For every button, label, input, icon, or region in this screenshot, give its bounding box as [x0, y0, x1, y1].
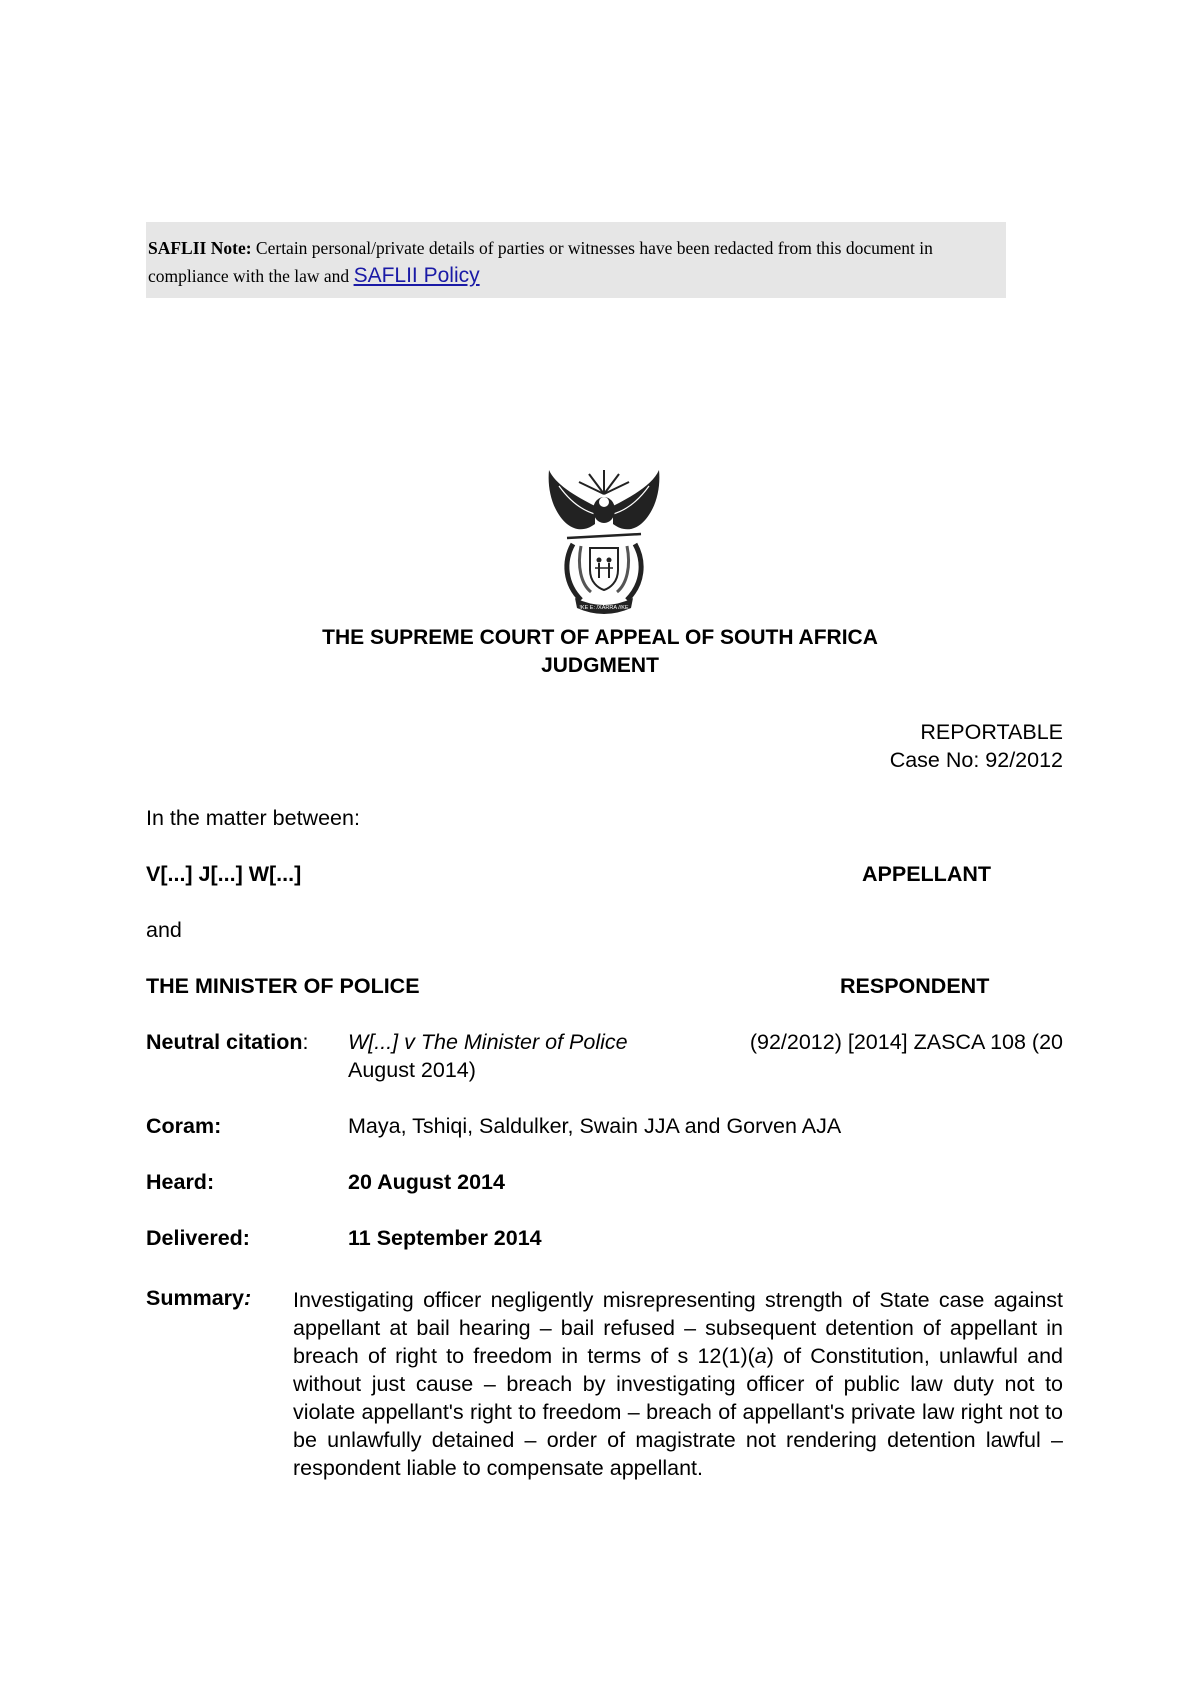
saflii-policy-link[interactable]: SAFLII Policy	[353, 264, 480, 287]
and-connector: and	[146, 918, 182, 942]
south-africa-coat-of-arms-icon	[545, 466, 663, 616]
matter-between: In the matter between:	[146, 806, 360, 830]
appellant-role: APPELLANT	[862, 862, 991, 886]
heard-value: 20 August 2014	[348, 1170, 505, 1194]
delivered-label: Delivered:	[146, 1226, 250, 1250]
delivered-value: 11 September 2014	[348, 1226, 542, 1250]
coram-value: Maya, Tshiqi, Saldulker, Swain JJA and Gorven AJA	[348, 1114, 842, 1138]
coram-label: Coram:	[146, 1114, 222, 1138]
citation-case-name: W[...] v The Minister of Police	[348, 1030, 628, 1054]
saflii-note	[146, 222, 1006, 298]
citation-line-1	[348, 1030, 1063, 1055]
summary-text: Investigating officer negligently misrepresenting strength of State case against appellant at bail hearing – bail refused – subsequent detention of appellant in breach of right to freedom in terms of s 12(1)(a) of Constitution, unlawful and without just cause – breach by investigating officer of public law duty not to violate appellant's right to freedom – breach of appellant's private law right not to be unlawfully detained – order of magistrate not rendering detention lawful – respondent liable to compensate appellant.	[293, 1288, 1063, 1480]
respondent-role: RESPONDENT	[840, 974, 990, 998]
respondent-name: THE MINISTER OF POLICE	[146, 974, 420, 998]
citation-label: Neutral citation:	[146, 1030, 309, 1054]
saflii-note-label: SAFLII Note:	[148, 238, 252, 258]
emblem-motto: !KE E: /XARRA //KE	[579, 605, 629, 611]
court-title: THE SUPREME COURT OF APPEAL OF SOUTH AFRICA	[322, 626, 878, 649]
court-subtitle: JUDGMENT	[541, 654, 659, 677]
citation-reference: (92/2012) [2014] ZASCA 108 (20	[749, 1030, 1063, 1054]
saflii-note-text: Certain personal/private details of parties or witnesses have been redacted from this document in compliance with the law and	[148, 238, 933, 286]
summary-label: Summary:	[146, 1286, 252, 1310]
appellant-name: V[...] J[...] W[...]	[146, 862, 302, 886]
heard-label: Heard:	[146, 1170, 215, 1194]
reportable-label: REPORTABLE	[920, 720, 1063, 744]
citation-line-2: August 2014)	[348, 1058, 476, 1082]
case-number: Case No: 92/2012	[889, 748, 1063, 772]
